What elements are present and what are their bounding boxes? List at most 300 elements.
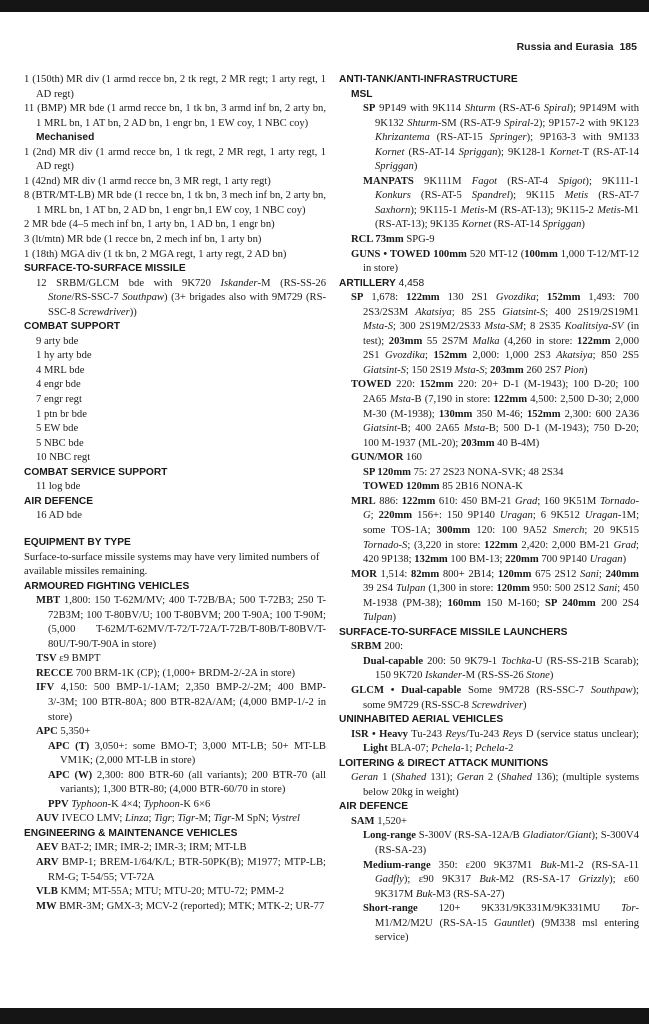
entry-paragraph — [24, 248, 326, 263]
entry-paragraph — [24, 408, 326, 423]
text-run: 1 ptn br bde — [36, 408, 87, 420]
section-heading — [24, 495, 326, 510]
text-run: -2 — [504, 743, 514, 755]
text-run: SP — [363, 103, 376, 115]
text-run: 2,420: 2,000 BM-21 — [517, 539, 614, 551]
text-run: 11 log bde — [36, 481, 81, 493]
text-run: 82mm — [410, 568, 440, 580]
entry-paragraph — [24, 841, 326, 856]
text-run: -M3 (RS-SA-27) — [432, 888, 505, 900]
entry-paragraph — [24, 146, 326, 175]
text-run: 136); (multiple systems below 20kg in weight) — [363, 772, 639, 798]
section-heading — [24, 131, 326, 146]
text-run: ; 300 2S19M2/2S33 — [393, 321, 485, 333]
text-run: 39 2S4 — [363, 583, 397, 595]
text-run: Msta — [389, 394, 411, 406]
text-run: Tulpan — [396, 583, 426, 595]
text-run: 2,300: 600 2A36 — [560, 408, 639, 420]
text-run: 300mm — [436, 524, 471, 536]
entry-paragraph — [24, 594, 326, 652]
section-heading — [24, 262, 326, 277]
text-run: ) — [622, 554, 627, 566]
section-heading — [24, 320, 326, 335]
text-run: MRL — [351, 495, 376, 507]
text-run: 220mm — [505, 554, 539, 566]
text-run: Short-range — [363, 903, 418, 915]
text-run: 203mm — [460, 437, 495, 449]
text-run: KMM; MT-55A; MTU; MTU-20; MTU-72; PMM-2 — [57, 886, 285, 898]
text-run: Msta-SM — [484, 321, 524, 333]
text-run: ; 6 9K512 — [532, 510, 585, 522]
text-run: -M1 (RS-AT-13); 9K135 — [375, 204, 639, 231]
text-run: 950: 500 2S12 — [530, 583, 599, 595]
text-run: 122mm — [406, 292, 440, 304]
text-run: BLA-07; — [387, 743, 432, 755]
entry-paragraph — [339, 568, 639, 626]
text-run: Grizzly — [578, 874, 610, 886]
text-run: ; 400 2S19/2S19M1 — [545, 306, 640, 318]
entry-paragraph — [339, 378, 639, 451]
text-run: 122mm — [484, 539, 518, 551]
text-run: 131); — [426, 772, 457, 784]
text-run: Grad — [514, 495, 538, 507]
entry-paragraph — [24, 509, 326, 524]
text-run: TOWED — [351, 379, 392, 391]
text-run: MOR — [351, 568, 377, 580]
text-run: (RS-AT-14 — [404, 146, 459, 158]
text-run: Gadfly — [375, 874, 404, 886]
text-run: BMR-3M; GMX-3; MCV-2 (reported); MTK; MTK-2; UR-77 — [56, 900, 325, 912]
text-run: Kornet — [549, 146, 580, 158]
entry-paragraph — [24, 218, 326, 233]
text-run: Kornet — [461, 219, 492, 231]
text-run: Spriggan — [375, 161, 414, 173]
text-run: ); ε90 9K317 — [403, 874, 480, 886]
text-run: Reys — [445, 728, 466, 740]
text-run: ); 9K111-1 — [585, 175, 639, 187]
text-run: ) — [584, 364, 588, 376]
text-run: APC — [36, 726, 58, 738]
text-run: ; — [171, 813, 178, 825]
text-run: ); some 9M729 (RS-SSC-8 — [363, 684, 639, 711]
entry-paragraph — [24, 681, 326, 725]
text-run: Konkurs — [375, 190, 411, 202]
text-run: 120mm — [497, 568, 532, 580]
text-run: 75: 27 2S23 NONA-SVK; 48 2S34 — [410, 466, 564, 478]
text-run: Stone — [526, 670, 550, 682]
text-run: 3,050+: some BMO-T; 3,000 MT-LB; 50+ MT-LB VM1K; (2,000 MT-LB in store) — [60, 740, 326, 767]
text-run: COMBAT SUPPORT — [24, 321, 121, 333]
text-run: Koalitsiya-SV — [564, 321, 624, 333]
text-run: (RS-AT-15 — [429, 132, 490, 144]
text-run: Gladiator/Giant — [522, 830, 592, 842]
text-run: ISR • Heavy — [351, 728, 408, 740]
text-run: -1M; some TOS-1A; — [363, 510, 640, 536]
text-run: ; — [370, 510, 379, 522]
text-run: ARV — [36, 856, 59, 868]
entry-paragraph — [339, 480, 639, 495]
entry-paragraph — [24, 393, 326, 408]
text-run: Shahed — [500, 772, 533, 784]
text-run: 886: — [375, 495, 402, 507]
entry-paragraph — [339, 495, 639, 568]
text-run: Sani — [598, 583, 618, 595]
section-heading — [339, 73, 639, 88]
text-run: 150 M-160; — [481, 597, 545, 609]
text-run: -M; — [195, 813, 214, 825]
text-run: ; — [484, 364, 491, 376]
text-run: 2,300: 800 BTR-60 (all variants); 200 BTR-70 (all variants); 1,300 BTR-80; (4,000 BTR-60/70 in store) — [60, 769, 326, 796]
text-run: Geran — [351, 772, 379, 784]
text-run: Iskander — [425, 670, 463, 682]
text-run: 160 — [403, 452, 422, 464]
text-run: Pchela — [431, 743, 461, 755]
text-run: 4 engr bde — [36, 379, 81, 391]
text-run: GUNS • TOWED 100mm — [351, 248, 467, 260]
text-run: 700 9P140 — [538, 554, 590, 566]
right-column — [339, 73, 639, 946]
text-run: IFV — [36, 682, 55, 694]
text-run: ) (3+ brigades also with 9M729 (RS-SSC-8 — [48, 292, 326, 318]
top-edge-bar — [0, 0, 649, 12]
text-run: 40 B-4M) — [494, 437, 540, 449]
entry-paragraph — [24, 102, 326, 131]
text-run: ; 160 9K51M — [537, 495, 600, 507]
text-run: Spigot — [558, 175, 586, 187]
text-run: 1 (150th) MR div (1 armd recce bn, 2 tk regt, 2 MR regt; 1 arty regt, 1 AD regt) — [24, 74, 326, 100]
entry-paragraph — [24, 769, 326, 798]
text-run: 700 BRM-1K (CP); (1,000+ BRDM-2/-2A in store) — [73, 667, 296, 679]
text-run: 130mm — [438, 408, 473, 420]
text-run: 160mm — [447, 597, 481, 609]
text-run: ) — [392, 612, 396, 624]
text-run: ENGINEERING & MAINTENANCE VEHICLES — [24, 827, 238, 839]
text-run: GLCM • Dual-capable — [351, 684, 462, 696]
text-run: Gauntlet — [493, 917, 531, 929]
section-heading — [339, 757, 639, 772]
text-run: Light — [363, 743, 388, 755]
entry-paragraph — [339, 451, 639, 466]
text-run: ) — [523, 699, 527, 711]
text-run: ); 9P163-3 with 9M133 — [526, 132, 640, 144]
text-run: 200 2S4 — [595, 597, 639, 609]
text-run: Screwdriver — [471, 699, 523, 711]
text-run: 220: 20+ D-1 (M-1943); 100 D-20; 100 2A65 — [363, 379, 640, 406]
text-run: Spriggan — [458, 146, 498, 158]
text-run: 120mm — [496, 583, 530, 595]
text-run: TOWED 120mm — [363, 481, 440, 493]
text-run: 1,514: — [376, 568, 411, 580]
text-run: APC (W) — [48, 769, 93, 781]
entry-paragraph — [339, 815, 639, 830]
text-run: Spiral — [504, 117, 531, 129]
text-run: 4,458 — [395, 277, 425, 289]
entry-paragraph — [339, 466, 639, 481]
entry-paragraph — [24, 551, 326, 580]
text-run: 4,500: 2,500 D-30; 2,000 M-30 (M-1938); — [363, 394, 639, 420]
text-run: -B; 400 2A65 — [397, 423, 465, 435]
text-run: ) — [549, 670, 554, 682]
text-run: Kornet — [375, 146, 405, 158]
text-run: Buk — [540, 859, 557, 871]
text-run: 203mm — [490, 364, 524, 376]
text-run: LOITERING & DIRECT ATTACK MUNITIONS — [339, 757, 549, 769]
entry-paragraph — [339, 175, 639, 233]
entry-paragraph — [339, 248, 639, 277]
text-run: (4,260 in store: — [499, 335, 578, 347]
text-run: Malka — [472, 335, 500, 347]
text-run: Surface-to-surface missile systems may have very limited numbers of available missiles remaining. — [24, 551, 320, 578]
text-run: ); ε60 9K317M — [375, 874, 640, 900]
text-run: 132mm — [414, 554, 448, 566]
text-run: -K 6×6 — [179, 798, 211, 810]
text-run: 200: 50 9K79-1 — [423, 655, 502, 667]
text-run: ) — [413, 161, 418, 173]
text-run: -SM (RS-AT-9 — [437, 117, 505, 129]
text-run: UNINHABITED AERIAL VEHICLES — [339, 714, 504, 726]
text-run: COMBAT SERVICE SUPPORT — [24, 466, 168, 478]
text-run: Spriggan — [542, 219, 582, 231]
text-run: Msta-S — [454, 364, 485, 376]
text-run: (RS-AT-4 — [497, 175, 559, 187]
text-run: 203mm — [388, 335, 423, 347]
text-run: Giatsint — [363, 423, 398, 435]
text-run: 5 EW bde — [36, 423, 79, 435]
text-run: 2,000: 1,000 2S3 — [467, 350, 557, 362]
text-run: 55 2S7M — [422, 335, 473, 347]
text-run: ; (3,220 in store: — [407, 539, 485, 551]
running-header-section: Russia and Eurasia — [516, 41, 614, 53]
text-run: 1,520+ — [374, 815, 408, 827]
text-run: ); 9K115-1 — [410, 204, 461, 216]
text-run: 120: 100 9A52 — [470, 524, 553, 536]
text-run: ANTI-TANK/ANTI-INFRASTRUCTURE — [339, 74, 518, 85]
text-run: )) — [129, 306, 137, 318]
text-run: 152mm — [527, 408, 561, 420]
text-run: Sani — [580, 568, 599, 580]
entry-paragraph — [24, 349, 326, 364]
text-run: Geran — [456, 772, 484, 784]
text-run: TSV — [36, 653, 57, 665]
entry-paragraph — [24, 364, 326, 379]
text-run: 220mm — [378, 510, 413, 522]
text-run: Uragan — [584, 510, 618, 522]
text-run: 152mm — [419, 379, 454, 391]
text-run: ) (9M338 msl entering service) — [375, 917, 639, 944]
text-run: 8 (BTR/MT-LB) MR bde (1 recce bn, 1 tk bn, 3 mech inf bn, 2 arty bn, 1 MRL bn, 1 AT bn, 2 AD bn, 1 engr bn,1 EW coy, 1 NBC coy) — [24, 190, 326, 216]
text-run: Tochka — [501, 655, 532, 667]
text-run: Tor — [621, 903, 636, 915]
text-run: GUN/MOR — [351, 452, 404, 464]
text-run: -B (7,190 in store: — [410, 394, 494, 406]
text-run: 1,000 T-12/MT-12 in store) — [363, 248, 639, 275]
text-run: ε9 BMPT — [56, 653, 101, 665]
text-run: -M1/M2/M2U (RS-SA-15 — [375, 903, 639, 929]
page-number: 185 — [619, 41, 637, 53]
entry-paragraph — [339, 728, 639, 757]
text-run: 520 MT-12 ( — [466, 248, 525, 260]
text-run: Screwdriver — [78, 306, 130, 318]
section-heading — [339, 713, 639, 728]
entry-paragraph — [24, 900, 326, 915]
text-run: SURFACE-TO-SURFACE MISSILE — [24, 263, 186, 275]
text-run: Tulpan — [363, 612, 393, 624]
entry-paragraph — [339, 771, 639, 800]
text-run: Southpaw — [122, 292, 164, 304]
text-run: AEV — [36, 842, 59, 854]
text-run: Buk — [415, 888, 433, 900]
section-heading — [339, 626, 639, 641]
bottom-edge-bar — [0, 1008, 649, 1024]
entry-paragraph — [24, 856, 326, 885]
text-run: -K 4×4; — [107, 798, 144, 810]
text-run: Medium-range — [363, 859, 431, 871]
text-run: Typhoon — [71, 798, 108, 810]
text-run: Typhoon — [143, 798, 180, 810]
text-run: 152mm — [546, 292, 581, 304]
text-run: Dual-capable — [363, 655, 424, 667]
text-run: 100 BM-13; — [447, 554, 506, 566]
entry-paragraph — [24, 335, 326, 350]
text-run: ARMOURED FIGHTING VEHICLES — [24, 580, 190, 592]
text-run: Shahed — [395, 772, 427, 784]
text-run: APC (T) — [48, 740, 90, 752]
text-run: Pion — [564, 364, 585, 376]
entry-paragraph — [339, 655, 639, 684]
text-run: 152mm — [433, 350, 468, 362]
text-run: ; 8 2S35 — [523, 321, 565, 333]
text-run: Saxhorn — [375, 204, 411, 216]
text-run: 200: — [381, 641, 404, 653]
text-run: Vystrel — [271, 813, 300, 825]
section-heading — [24, 580, 326, 595]
text-run: Tornado-G — [363, 495, 639, 522]
entry-paragraph — [24, 885, 326, 900]
entry-paragraph — [24, 175, 326, 190]
text-run: Tornado-S — [363, 539, 408, 551]
text-run: Mechanised — [36, 132, 95, 144]
text-run: ) — [581, 219, 585, 231]
text-run: 11 (BMP) MR bde (1 armd recce bn, 1 tk bn, 3 armd inf bn, 2 arty bn, 1 MRL bn, 1 AT bn, 2 AD bn, 1 engr bn, 1 EW coy, 1 NBC coy) — [24, 103, 326, 129]
text-run: Pchela — [475, 743, 505, 755]
text-run: VLB — [36, 886, 58, 898]
text-run: 1,493: 700 2S3/2S3M — [363, 292, 640, 318]
text-run: 9K111M — [413, 175, 472, 187]
text-run: SPG-9 — [403, 234, 435, 246]
text-run: Spandrel — [471, 190, 510, 202]
text-run: 3 (lt/mtn) MR bde (1 recce bn, 2 mech inf bn, 1 arty bn) — [24, 234, 262, 246]
text-run: Linza — [124, 813, 149, 825]
section-heading — [24, 536, 326, 551]
text-run: 1 (2nd) MR div (1 armd recce bn, 1 tk regt, 2 MR regt, 1 arty regt, 1 AD regt) — [24, 146, 326, 173]
text-run: 120+ 9K331/9K331M/9K331MU — [417, 903, 622, 915]
text-run: ARTILLERY — [339, 277, 396, 289]
text-run: /RS-SSC-7 — [71, 292, 123, 304]
text-run: RECCE — [36, 667, 74, 679]
entry-paragraph — [24, 480, 326, 495]
text-run: Shturm — [407, 117, 438, 129]
entry-paragraph — [24, 451, 326, 466]
text-run: -B; 500 D-1 (M-1943); 750 D-20; 100 M-1937 (ML-20); — [363, 423, 639, 449]
text-run: Springer — [489, 132, 527, 144]
text-run: 7 engr regt — [36, 394, 82, 406]
entry-paragraph — [24, 437, 326, 452]
text-run: Akatsiya — [415, 306, 452, 318]
text-run: 2,000 2S1 — [363, 335, 640, 362]
text-run: -T (RS-AT-14 — [579, 146, 639, 158]
text-run: 4,150: 500 BMP-1/-1AM; 2,350 BMP-2/-2M; 400 BMP-3/-3M; 100 BTR-80A; 800 BTR-82A/AM; (4,000 BMP-1/-2 in store) — [48, 682, 326, 723]
text-run: -1; — [460, 743, 476, 755]
text-run: 122mm — [577, 335, 611, 347]
entry-paragraph — [24, 277, 326, 321]
entry-paragraph — [339, 859, 639, 903]
text-run: Metis — [460, 204, 485, 216]
text-run: MBT — [36, 595, 61, 607]
text-run: 675 2S12 — [531, 568, 581, 580]
text-run: Reys — [502, 728, 523, 740]
entry-paragraph — [24, 378, 326, 393]
text-run: 12 SRBM/GLCM bde with 9K720 — [36, 277, 221, 289]
text-run: EQUIPMENT BY TYPE — [24, 536, 131, 548]
text-run: 5,350+ — [57, 726, 91, 738]
entry-paragraph — [24, 740, 326, 769]
text-run: 610: 450 BM-21 — [435, 495, 515, 507]
text-run: -M2 (RS-SA-17 — [495, 874, 579, 886]
entry-paragraph — [24, 422, 326, 437]
text-run: Fagot — [471, 175, 498, 187]
text-run: D (service status unclear); — [522, 728, 639, 740]
text-run: Giatsint-S — [363, 364, 406, 376]
text-run: 260 2S7 — [523, 364, 565, 376]
entry-paragraph — [339, 233, 639, 248]
text-run: MANPATS — [363, 175, 414, 187]
text-run: Metis — [597, 204, 621, 216]
text-run: 800+ 2B14; — [439, 568, 498, 580]
section-heading — [24, 827, 326, 842]
text-run: Long-range — [363, 830, 416, 842]
entry-paragraph — [339, 291, 639, 378]
text-run: Msta — [464, 423, 486, 435]
text-run: ); 9P149M with 9K132 — [375, 103, 639, 129]
text-run: AIR DEFENCE — [24, 495, 94, 507]
text-run: Metis — [564, 190, 589, 202]
text-run: 10 NBC regt — [36, 452, 91, 464]
text-run: ; 150 2S19 — [405, 364, 455, 376]
entry-paragraph — [339, 829, 639, 858]
text-run: Grad — [613, 539, 637, 551]
left-column — [24, 73, 326, 914]
text-run: 1 (18th) MGA div (1 tk bn, 2 MGA regt, 1 arty regt, 2 AD bn) — [24, 248, 287, 260]
text-run: 220: — [391, 379, 420, 391]
text-run: 1,800: 150 T-62M/MV; 400 T-72B/BA; 500 T-72B3; 250 T-72B3M; 100 T-80BV/U; 100 T-80BVM; 200 T-90A; 100 T-90M; (5,000 T-62M/T-62MV/T-72/T-72A/T-72B/T-80B/T-80BV/T-80U/T-90/T-90A in store) — [48, 595, 326, 650]
text-run: -M SpN; — [231, 813, 272, 825]
text-run: S-300V (RS-SA-12A/B — [415, 830, 523, 842]
text-run: SRBM — [351, 641, 382, 653]
text-run: -U (RS-SS-21B Scarab); 150 9K720 — [375, 655, 639, 682]
text-run: Stone — [48, 292, 72, 304]
entry-paragraph — [24, 73, 326, 102]
text-run: 350: ε200 9K37M1 — [430, 859, 541, 871]
text-run: Southpaw — [590, 684, 633, 696]
text-run: ; — [425, 350, 434, 362]
text-run: MSL — [351, 88, 373, 100]
text-run: Uragan — [589, 554, 623, 566]
text-run: 9 arty bde — [36, 335, 79, 347]
text-run: Spiral — [543, 103, 570, 115]
text-run: (in test); — [363, 321, 639, 347]
text-run: (RS-AT-6 — [495, 103, 544, 115]
text-run: Msta-S — [363, 321, 394, 333]
